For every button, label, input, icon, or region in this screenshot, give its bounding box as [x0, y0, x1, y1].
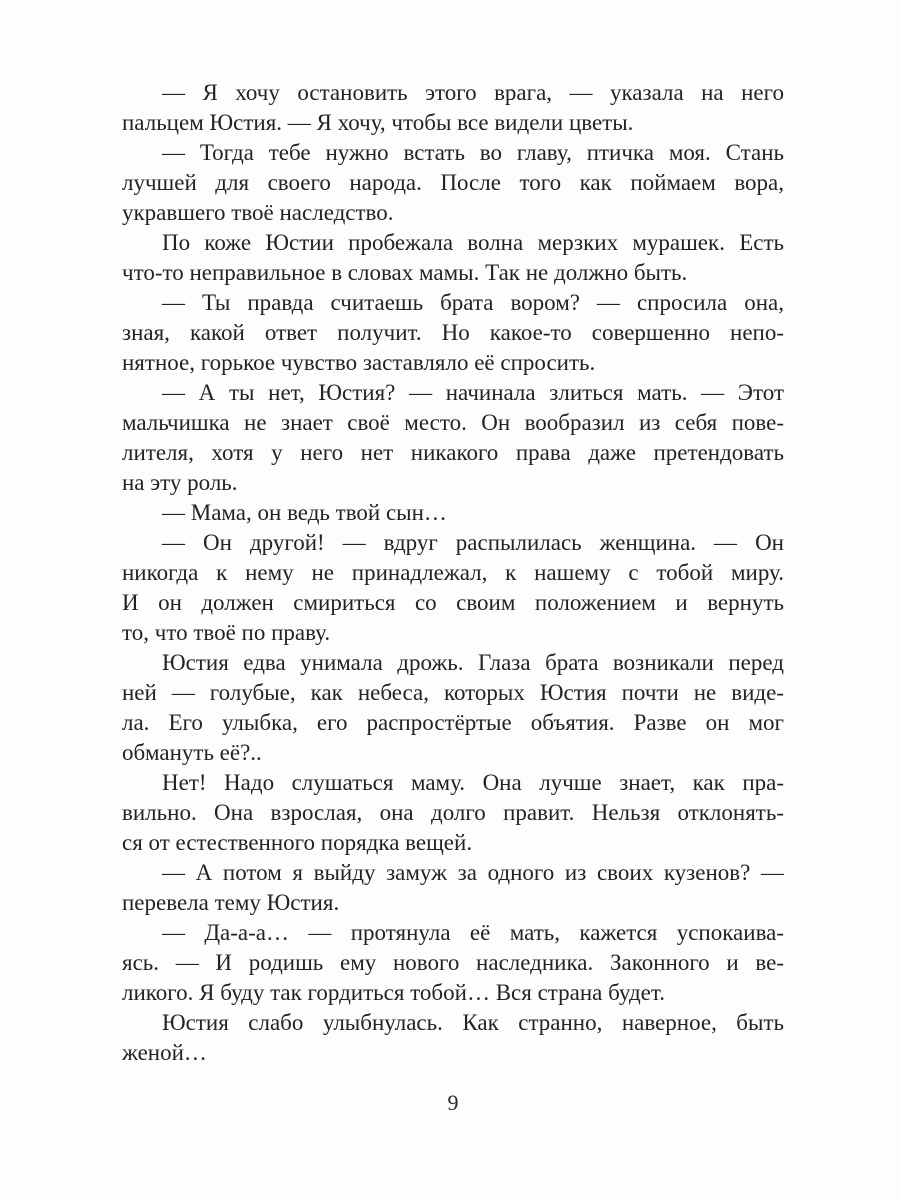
text-line: — Тогда тебе нужно встать во главу, птичка моя. Стань: [162, 140, 784, 165]
paragraph: [122, 288, 784, 378]
paragraph: [122, 918, 784, 1008]
paragraph: [122, 768, 784, 858]
page-text: [122, 78, 784, 1068]
text-line: пальцем Юстия. — Я хочу, чтобы все видели цветы.: [122, 110, 634, 135]
text-line: Юстия слабо улыбнулась. Как странно, наверное, быть: [162, 1010, 784, 1035]
text-line: укравшего твоё наследство.: [122, 200, 394, 225]
text-line: на эту роль.: [122, 470, 238, 495]
text-line: то, что твоё по праву.: [122, 620, 331, 645]
text-line: перевела тему Юстия.: [122, 890, 340, 915]
text-line: — Ты правда считаешь брата вором? — спросила она,: [162, 290, 784, 315]
paragraph: [122, 138, 784, 228]
paragraph: [122, 528, 784, 648]
paragraph: [122, 498, 784, 528]
paragraph: [122, 858, 784, 918]
text-line: ней — голубые, как небеса, которых Юстия почти не виде-: [122, 680, 784, 705]
page-number: 9: [447, 1090, 459, 1115]
paragraph: [122, 648, 784, 768]
text-line: — Да-а-а… — протянула её мать, кажется успокаива-: [162, 920, 784, 945]
paragraph: [122, 228, 784, 288]
text-line: никогда к нему не принадлежал, к нашему с тобой миру.: [122, 560, 784, 585]
text-line: И он должен смириться со своим положением и вернуть: [122, 590, 784, 615]
text-line: зная, какой ответ получит. Но какое-то совершенно непо-: [122, 320, 784, 345]
text-line: Нет! Надо слушаться маму. Она лучше знает, как пра-: [162, 770, 784, 795]
text-line: — Я хочу остановить этого врага, — указала на него: [162, 80, 784, 105]
text-line: ликого. Я буду так гордиться тобой… Вся страна будет.: [122, 980, 665, 1005]
text-line: ясь. — И родишь ему нового наследника. Законного и ве-: [122, 950, 784, 975]
text-line: лителя, хотя у него нет никакого права даже претендовать: [122, 440, 784, 465]
text-line: лучшей для своего народа. После того как поймаем вора,: [122, 170, 784, 195]
text-line: — А ты нет, Юстия? — начинала злиться мать. — Этот: [162, 380, 784, 405]
text-line: ся от естественного порядка вещей.: [122, 830, 473, 855]
text-line: По коже Юстии пробежала волна мерзких мурашек. Есть: [162, 230, 784, 255]
text-line: мальчишка не знает своё место. Он вообразил из себя пове-: [122, 410, 784, 435]
text-line: нятное, горькое чувство заставляло её спросить.: [122, 350, 596, 375]
paragraph: [122, 78, 784, 138]
text-line: ла. Его улыбка, его распростёртые объятия. Разве он мог: [122, 710, 784, 735]
text-line: что-то неправильное в словах мамы. Так не должно быть.: [122, 260, 688, 285]
text-line: женой…: [122, 1040, 207, 1065]
text-line: — Он другой! — вдруг распылилась женщина. — Он: [162, 530, 784, 555]
paragraph: [122, 378, 784, 498]
text-line: — Мама, он ведь твой сын…: [162, 500, 447, 525]
text-line: — А потом я выйду замуж за одного из своих кузенов? —: [162, 860, 784, 885]
text-line: обмануть её?..: [122, 740, 262, 765]
text-line: вильно. Она взрослая, она долго правит. Нельзя отклонять-: [122, 800, 784, 825]
text-line: Юстия едва унимала дрожь. Глаза брата возникали перед: [162, 650, 784, 675]
paragraph: [122, 1008, 784, 1068]
